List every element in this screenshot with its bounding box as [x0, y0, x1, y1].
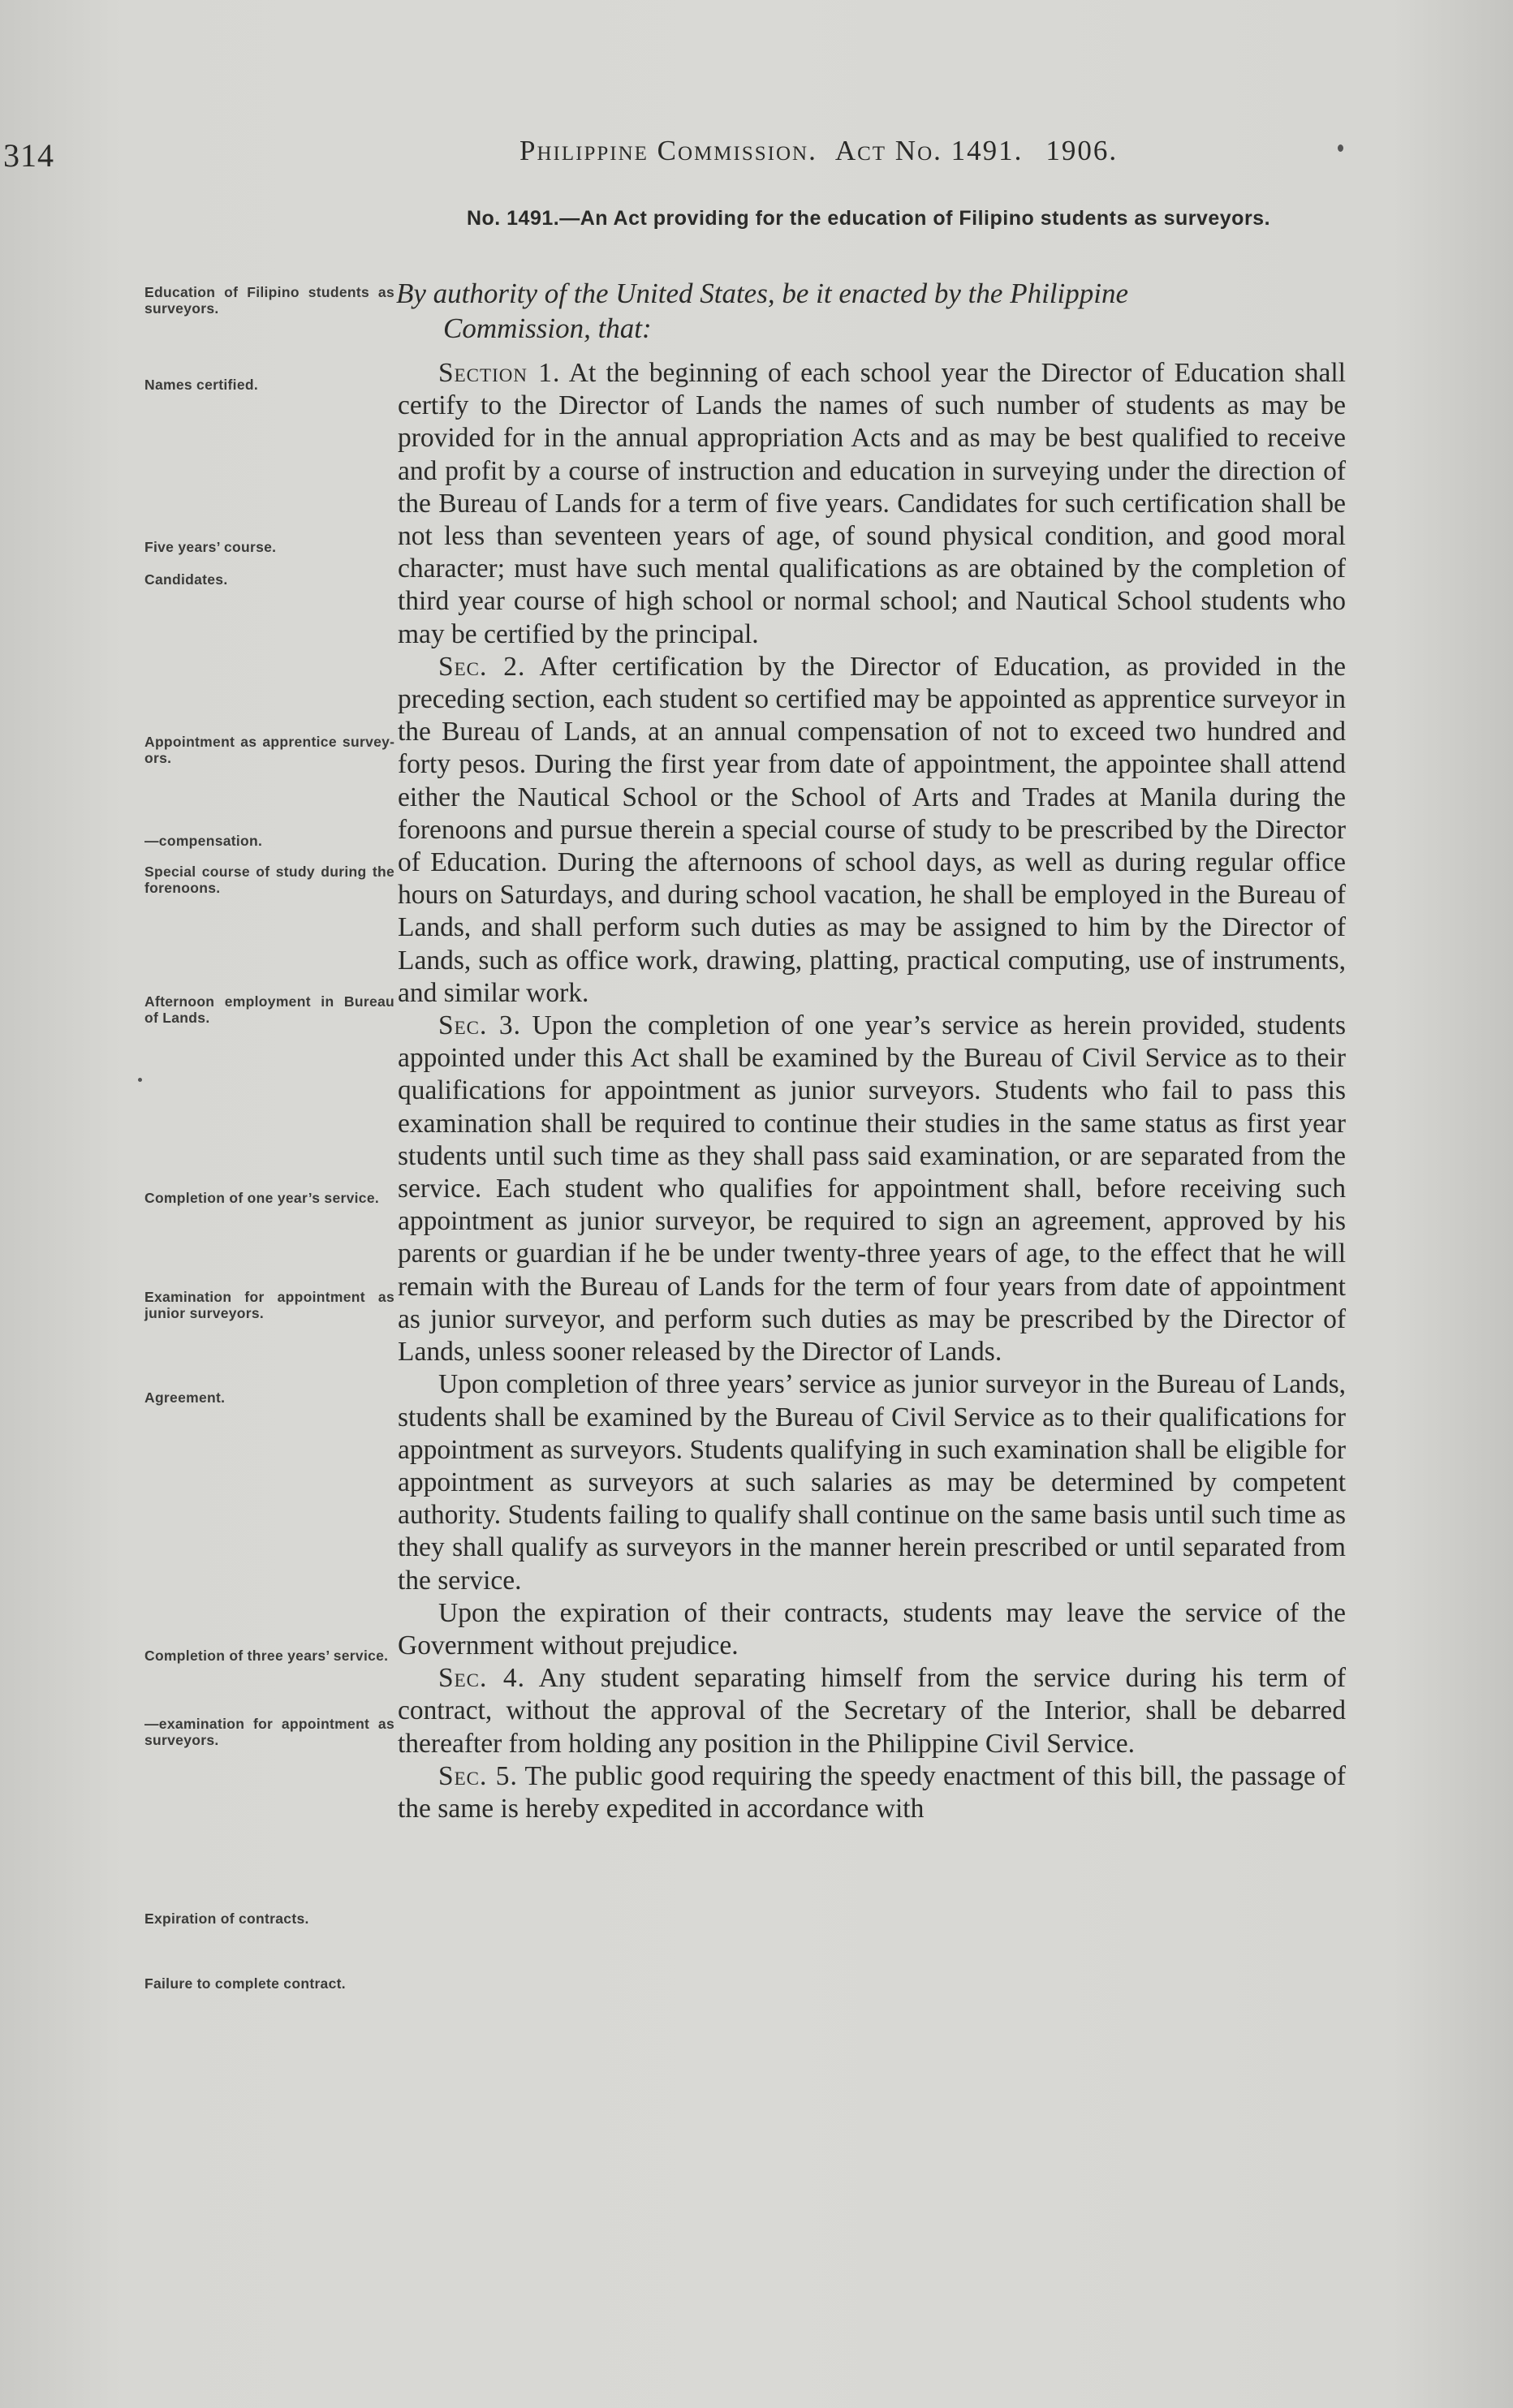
page-number: 314 [3, 137, 54, 174]
section-text: At the beginning of each school year the Director of Education shall certify to the Director of Lands the names of such number of students as may be provided for in the annual appropriation Acts and as may be best qualified to receive and profit by a course of instruction and education in surveying under the direction of the Bureau of Lands for a term of five years. Candidates for such certification shall be not less than seventeen years of age, of sound physical condition, and good moral character; must have such mental qualifications as are obtained by the completion of third year course of high school or normal school; and Nautical School students who may be certified by the principal. [398, 358, 1346, 649]
marginal-note: Candidates. [144, 571, 228, 588]
act-title: No. 1491.—An Act providing for the education of Filipino students as surveyors. [466, 207, 1271, 230]
ink-speck [1338, 144, 1343, 152]
section-1-paragraph [398, 357, 1346, 651]
marginal-note: Agreement. [144, 1389, 226, 1406]
section-text: Any student separating himself from the service during his term of contract, without the approval of the Secretary of the Interior, shall be debarred thereafter from holding any position in the Philippine Civil Service. [398, 1663, 1346, 1759]
section-label: Section 1. [438, 358, 561, 388]
section-5-paragraph [398, 1760, 1346, 1825]
section-label: Sec. 2. [438, 651, 526, 682]
section-3-expiration-paragraph [398, 1597, 1346, 1662]
marginal-note: Names certified. [144, 377, 258, 393]
section-3-paragraph [398, 1010, 1346, 1368]
act-body [398, 357, 1346, 1825]
marginal-note: Appointment as apprentice surveyors. [144, 734, 394, 766]
marginal-note: Completion of three years’ service. [144, 1648, 389, 1664]
marginal-note: Education of Filipino students as surveyors. [144, 284, 394, 317]
running-head-act: Act No. 1491. [834, 135, 1024, 166]
enacting-clause-line-1: By authority of the United States, be it enacted by the Philippine [396, 278, 1129, 309]
enacting-clause-line-2: Commission, that: [443, 312, 652, 344]
enacting-clause [396, 276, 1346, 346]
section-text: Upon the expiration of their contracts, students may leave the service of the Government without prejudice. [398, 1597, 1346, 1661]
marginal-note: Expiration of contracts. [144, 1910, 309, 1927]
running-head-title: Philippine Commission. [519, 135, 817, 166]
section-text: Upon completion of three years’ service as junior surveyor in the Bureau of Lands, students shall be examined by the Bureau of Civil Service as to their qualifications for appointment as surveyors. Students qualifying in such examination shall be eligible for appointment as surveyors at such salaries as may be determined by competent authority. Students failing to qualify shall continue on the same basis until such time as they shall qualify as surveyors in the manner herein prescribed or until separated from the service. [398, 1369, 1346, 1596]
running-head-year: 1906. [1045, 135, 1119, 166]
running-head [519, 135, 1118, 167]
section-text: Upon the completion of one year’s service as herein provided, students appointed under this Act shall be examined by the Bureau of Civil Service as to their qualifications for appointment as junior surveyors. Students who fail to pass this examination shall be required to continue their studies in the same status as first year students until such time as they shall pass said examination, or are separated from the service. Each student who qualifies for appointment shall, before receiving such appointment as junior surveyor, be required to sign an agreement, approved by his parents or guardian if he be under twenty-three years of age, to the effect that he will remain with the Bureau of Lands for the term of four years from date of appointment as junior surveyor, and perform such duties as may be prescribed by the Director of Lands, unless sooner released by the Director of Lands. [398, 1010, 1346, 1368]
section-label: Sec. 4. [438, 1663, 526, 1694]
section-2-paragraph [398, 651, 1346, 1010]
section-text: After certification by the Director of Education, as provided in the preceding section, each student so certified may be appointed as apprentice surveyor in the Bureau of Lands, at an annual compensation of not to exceed two hundred and forty pesos. During the first year from date of appointment, the appointee shall attend either the Nautical School or the School of Arts and Trades at Manila during the forenoons and pursue therein a special course of study to be prescribed by the Director of Education. During the afternoons of school days, as well as during regular office hours on Saturdays, and during school vacation, he shall be employed in the Bureau of Lands, and shall perform such duties as may be assigned to him by the Director of Lands, such as office work, drawing, platting, practical computing, use of instruments, and similar work. [398, 651, 1346, 1008]
marginal-note: —examination for appointment as surveyors. [144, 1716, 394, 1748]
section-label: Sec. 3. [438, 1010, 522, 1041]
marginal-note: —compensation. [144, 833, 263, 849]
section-4-paragraph [398, 1662, 1346, 1760]
marginal-note: Examination for appointment as junior surveyors. [144, 1289, 394, 1321]
section-3-completion-paragraph [398, 1368, 1346, 1596]
section-text: The public good requiring the speedy enactment of this bill, the passage of the same is hereby expedited in accordance with [398, 1760, 1346, 1824]
marginal-note: Five years’ course. [144, 539, 277, 555]
ink-speck [138, 1078, 142, 1082]
section-label: Sec. 5. [438, 1760, 518, 1791]
marginal-note: Special course of study during the forenoons. [144, 864, 394, 896]
marginal-note: Completion of one year’s service. [144, 1190, 380, 1206]
marginal-note: Afternoon employment in Bureau of Lands. [144, 993, 394, 1026]
marginal-note: Failure to complete contract. [144, 1975, 346, 1992]
